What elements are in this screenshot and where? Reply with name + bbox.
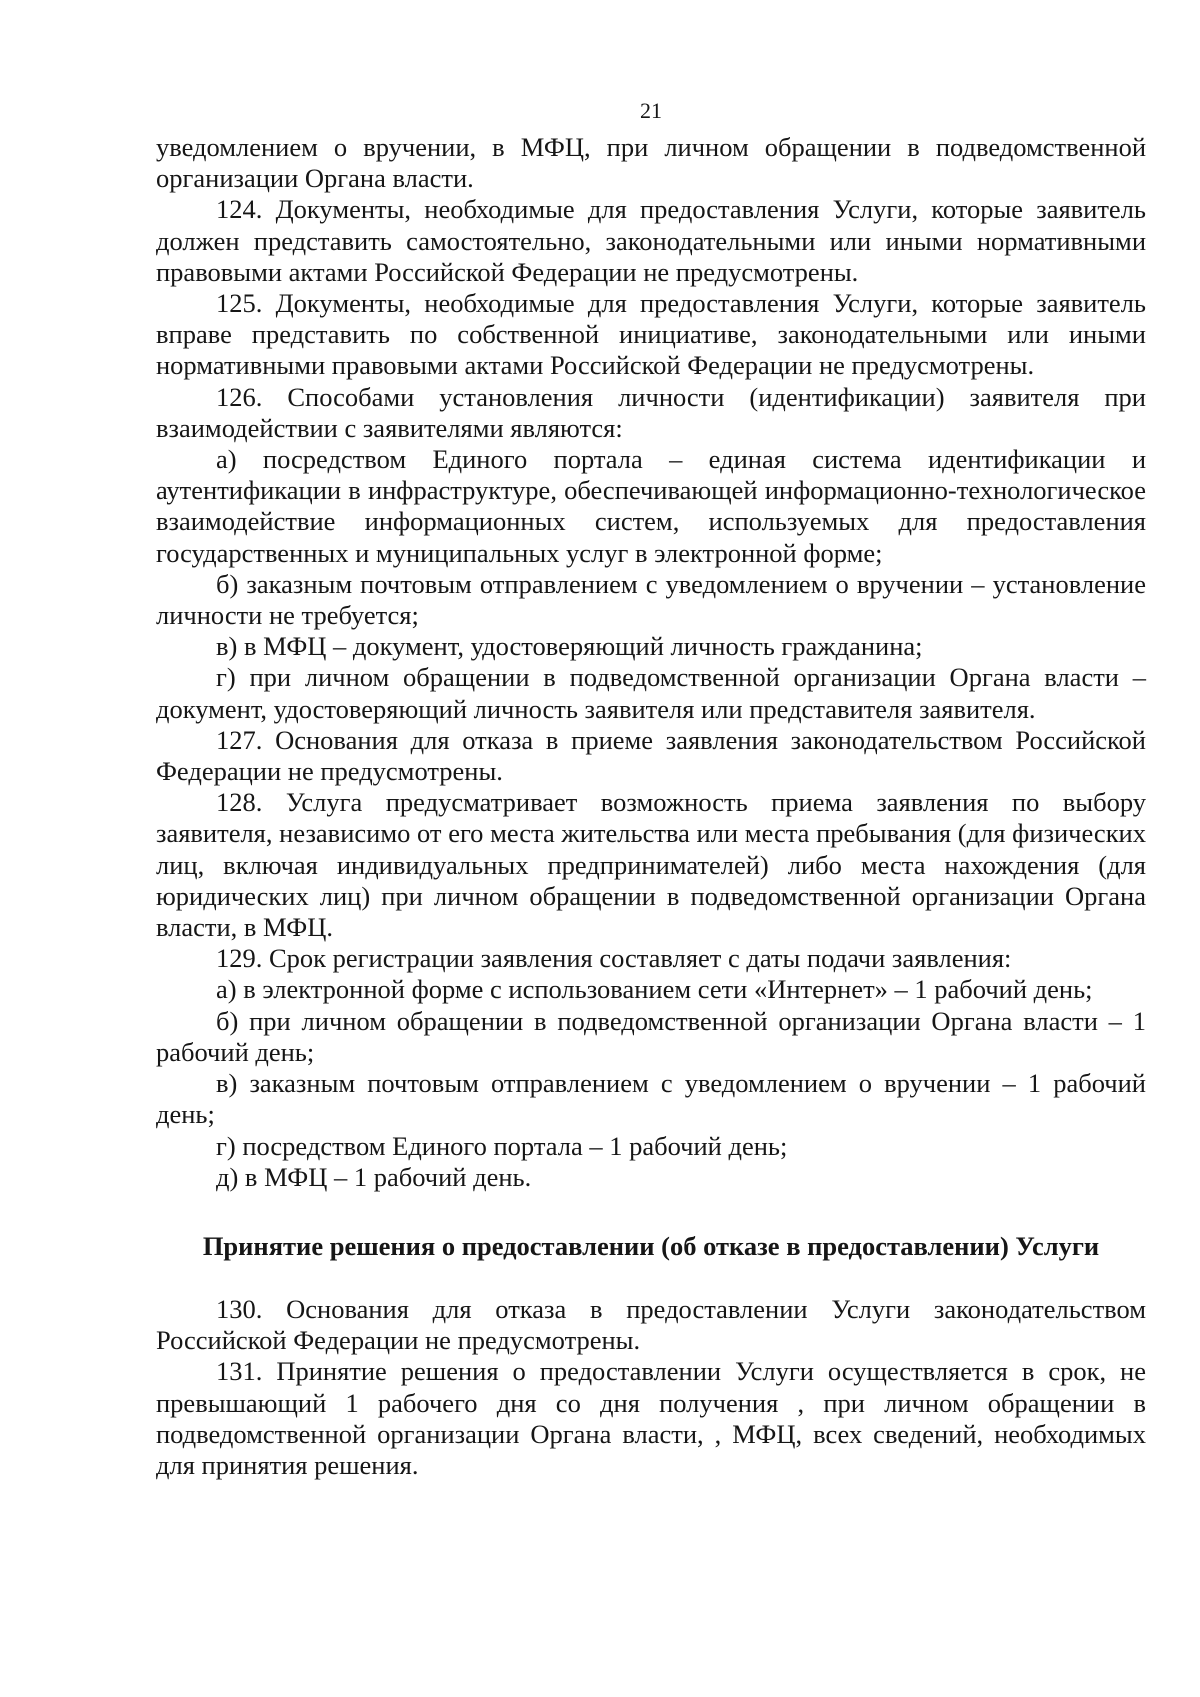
- paragraph-131: 131. Принятие решения о предоставлении Услуги осуществляется в срок, не превышающий 1 рабочего дня со дня получения , при личном обращении в подведомственной организации Органа власти, , МФЦ, всех сведений, необходимых для принятия решения.: [156, 1356, 1146, 1480]
- paragraph-127: 127. Основания для отказа в приеме заявления законодательством Российской Федерации не предусмотрены.: [156, 724, 1146, 787]
- paragraph-129: 129. Срок регистрации заявления составляет с даты подачи заявления:: [216, 943, 1012, 974]
- paragraph-130: 130. Основания для отказа в предоставлении Услуги законодательством Российской Федерации не предусмотрены.: [156, 1293, 1146, 1356]
- list-item-129-b: б) при личном обращении в подведомственной организации Органа власти – 1 рабочий день;: [156, 1005, 1146, 1067]
- paragraph: уведомлением о вручении, в МФЦ, при личном обращении в подведомственной организации Органа власти.: [156, 132, 1146, 194]
- list-item-129-v: в) заказным почтовым отправлением с уведомлением о вручении – 1 рабочий день;: [156, 1068, 1146, 1130]
- paragraph-124: 124. Документы, необходимые для предоставления Услуги, которые заявитель должен представить самостоятельно, законодательными или иными нормативными правовыми актами Российской Федерации не предусмотрены.: [156, 194, 1146, 287]
- list-item-129-d: д) в МФЦ – 1 рабочий день.: [216, 1161, 532, 1192]
- paragraphs-block: [156, 132, 1146, 1193]
- list-item-129-a: а) в электронной форме с использованием сети «Интернет» – 1 рабочий день;: [216, 974, 1093, 1005]
- paragraph-128: 128. Услуга предусматривает возможность приема заявления по выбору заявителя, независимо от его места жительства или места пребывания (для физических лиц, включая индивидуальных предпринимателей) либо места нахождения (для юридических лиц) при личном обращении в подведомственной организации Органа власти, в МФЦ.: [156, 787, 1146, 943]
- section-paragraphs-block: [156, 1294, 1146, 1481]
- list-item-126-a: а) посредством Единого портала – единая система идентификации и аутентификации в инфраструктуре, обеспечивающей информационно-технологическое взаимодействие информационных систем, используемых для предоставления государственных и муниципальных услуг в электронной форме;: [156, 444, 1146, 568]
- paragraph-126: 126. Способами установления личности (идентификации) заявителя при взаимодействии с заявителями являются:: [156, 381, 1146, 443]
- page-number: 21: [640, 98, 662, 123]
- section-heading: Принятие решения о предоставлении (об отказе в предоставлении) Услуги: [202, 1230, 1100, 1261]
- list-item-126-g: г) при личном обращении в подведомственной организации Органа власти – документ, удостоверяющий личность заявителя или представителя заявителя.: [156, 662, 1146, 724]
- paragraph-125: 125. Документы, необходимые для предоставления Услуги, которые заявитель вправе представить по собственной инициативе, законодательными или иными нормативными правовыми актами Российской Федерации не предусмотрены.: [156, 288, 1146, 381]
- list-item-126-b: б) заказным почтовым отправлением с уведомлением о вручении – установление личности не требуется;: [156, 568, 1146, 631]
- document-page: [156, 98, 1146, 1481]
- list-item-129-g: г) посредством Единого портала – 1 рабочий день;: [216, 1130, 788, 1161]
- list-item-126-v: в) в МФЦ – документ, удостоверяющий личность гражданина;: [216, 631, 923, 662]
